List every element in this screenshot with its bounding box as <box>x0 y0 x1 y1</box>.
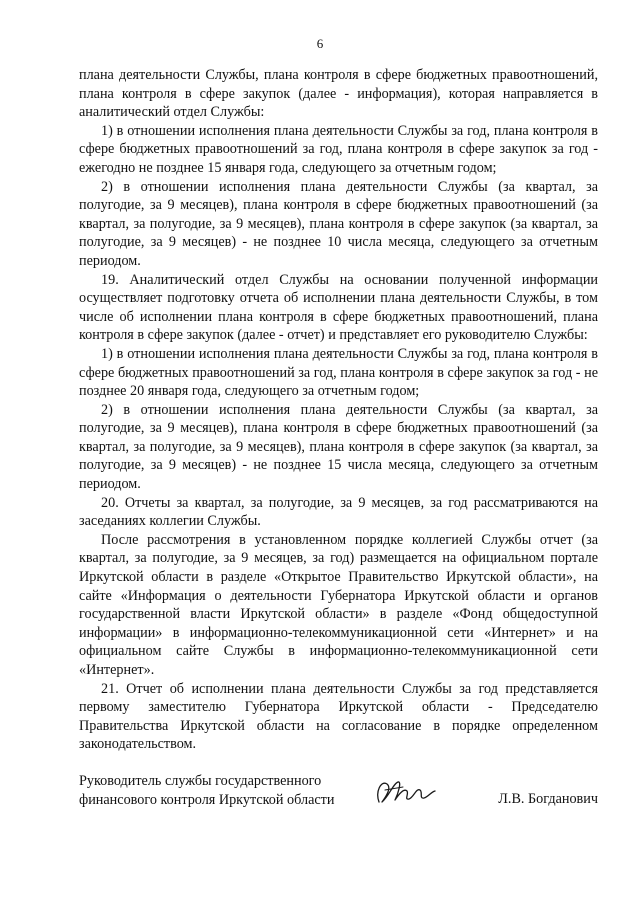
page-number: 6 <box>316 36 324 51</box>
paragraph-21: 21. Отчет об исполнении плана деятельности Службы за год представляется первому заместителю Губернатора Иркутской области - Председателю Правительства Иркутской области на согласование в порядке определенном законодательством. <box>79 680 598 753</box>
signer-title <box>79 772 379 809</box>
paragraph-item-19-1: 1) в отношении исполнения плана деятельности Службы за год, плана контроля в сфере бюджетных правоотношений за год, плана контроля в сфере закупок за год - не позднее 20 января года, следующего за отчетным годом; <box>79 345 598 400</box>
document-body <box>79 66 598 754</box>
paragraph-20-publication: После рассмотрения в установленном порядке коллегией Службы отчет (за квартал, за полугодие, за 9 месяцев, за год) размещается на официальном портале Иркутской области в разделе «Открытое Правительство Иркутской области», на сайте «Информация о деятельности Губернатора Иркутской области и органов государственной власти Иркутской области» в разделе «Фонд общедоступной информации» в информационно-телекоммуникационной сети «Интернет» и на официальном сайте Службы в информационно-телекоммуникационной сети «Интернет». <box>79 531 598 678</box>
paragraph-continuation: плана деятельности Службы, плана контроля в сфере бюджетных правоотношений, плана контроля в сфере закупок (далее - информация), которая направляется в аналитический отдел Службы: <box>79 67 598 121</box>
paragraph-item-18-2: 2) в отношении исполнения плана деятельности Службы (за квартал, за полугодие, за 9 месяцев), плана контроля в сфере бюджетных правоотношений (за квартал, за полугодие, за 9 месяцев), плана контроля в сфере закупок (за квартал, за полугодие, за 9 месяцев) - не позднее 10 числа месяца, следующего за отчетным периодом. <box>79 178 598 269</box>
paragraph-20: 20. Отчеты за квартал, за полугодие, за 9 месяцев, за год рассматриваются на заседаниях коллегии Службы. <box>79 494 598 530</box>
paragraph-item-19-2: 2) в отношении исполнения плана деятельности Службы (за квартал, за полугодие, за 9 месяцев), плана контроля в сфере бюджетных правоотношений (за квартал, за полугодие, за 9 месяцев), плана контроля в сфере закупок (за квартал, за полугодие, за 9 месяцев) - не позднее 15 числа месяца, следующего за отчетным периодом. <box>79 401 598 493</box>
paragraph-19: 19. Аналитический отдел Службы на основании полученной информации осуществляет подготовку отчета об исполнении плана деятельности Службы, в том числе об исполнении плана контроля в сфере бюджетных правоотношений, плана контроля в сфере закупок (далее - отчет) и представляет его руководителю Службы: <box>79 271 598 344</box>
paragraph-item-18-1: 1) в отношении исполнения плана деятельности Службы за год, плана контроля в сфере бюджетных правоотношений за год, плана контроля в сфере закупок за год - ежегодно не позднее 15 января года, следующего за отчетным годом; <box>79 122 598 176</box>
handwritten-signature <box>371 772 441 812</box>
signer-title-line-2: финансового контроля Иркутской области <box>79 791 335 808</box>
signer-title-line-1: Руководитель службы государственного <box>79 773 322 789</box>
signature-block <box>79 772 598 822</box>
signer-name: Л.В. Богданович <box>498 791 598 807</box>
